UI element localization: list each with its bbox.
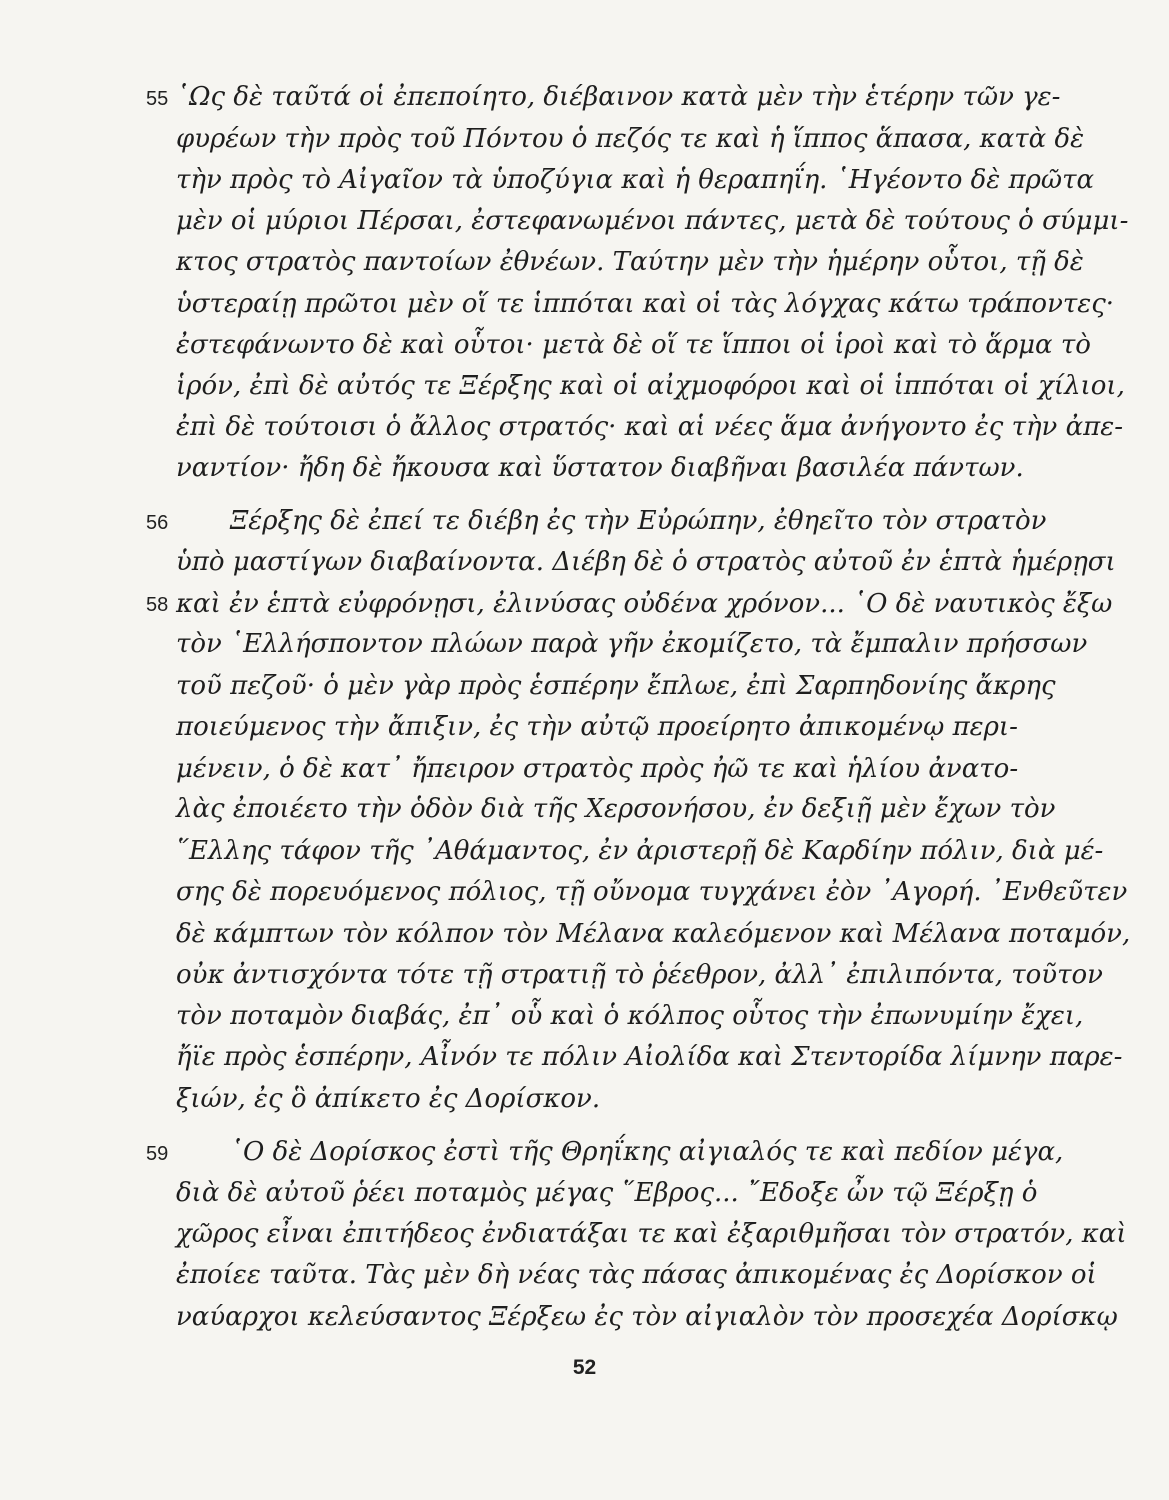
text-line: τοῦ πεζοῦ· ὁ μὲν γὰρ πρὸς ἑσπέρην ἔπλωε, ἐπὶ Σαρπηδονίης ἄκρης [176, 671, 1056, 702]
text-line: ἱρόν, ἐπὶ δὲ αὐτός τε Ξέρξης καὶ οἱ αἰχμοφόροι καὶ οἱ ἱππόται οἱ χίλιοι, [176, 371, 1125, 402]
text-line: ῞Ελλης τάφον τῆς ᾿Αθάμαντος, ἐν ἀριστερῇ δὲ Καρδίην πόλιν, διὰ μέ- [176, 836, 1104, 867]
text-line: ὑπὸ μαστίγων διαβαίνοντα. Διέβη δὲ ὁ στρατὸς αὐτοῦ ἐν ἑπτὰ ἡμέρῃσι [176, 546, 1116, 577]
text-line: ἤϊε πρὸς ἑσπέρην, Αἶνόν τε πόλιν Αἰολίδα καὶ Στεντορίδα λίμνην παρε- [176, 1042, 1123, 1073]
text-line: ξιών, ἐς ὃ ἀπίκετο ἐς Δορίσκον. [176, 1083, 601, 1114]
text-line: καὶ ἐν ἑπτὰ εὐφρόνῃσι, ἐλινύσας οὐδένα χρόνον... ῾Ο δὲ ναυτικὸς ἔξω [176, 588, 1113, 619]
text-line: ἐστεφάνωντο δὲ καὶ οὗτοι· μετὰ δὲ οἵ τε ἵπποι οἱ ἱροὶ καὶ τὸ ἅρμα τὸ [176, 329, 1091, 360]
text-line: ναντίον· ἤδη δὲ ἤκουσα καὶ ὕστατον διαβῆναι βασιλέα πάντων. [176, 452, 1024, 483]
text-line: τὸν ποταμὸν διαβάς, ἐπ᾿ οὗ καὶ ὁ κόλπος οὗτος τὴν ἐπωνυμίην ἔχει, [176, 1001, 1084, 1032]
text-line: λὰς ἐποιέετο τὴν ὁδὸν διὰ τῆς Χερσονήσου, ἐν δεξιῇ μὲν ἔχων τὸν [176, 794, 1056, 825]
text-line: ναύαρχοι κελεύσαντος Ξέρξεω ἐς τὸν αἰγιαλὸν τὸν προσεχέα Δορίσκῳ [176, 1302, 1118, 1332]
page-number: 52 [572, 1356, 597, 1379]
text-line: τὴν πρὸς τὸ Αἰγαῖον τὰ ὑποζύγια καὶ ἡ θεραπηΐη. ῾Ηγέοντο δὲ πρῶτα [176, 164, 1095, 195]
text-line: ῾Ο δὲ Δορίσκος ἐστὶ τῆς Θρηΐκης αἰγιαλός τε καὶ πεδίον μέγα, [230, 1136, 1064, 1167]
text-line: οὐκ ἀντισχόντα τότε τῇ στρατιῇ τὸ ῥέεθρον, ἀλλ᾿ ἐπιλιπόντα, τοῦτον [176, 959, 1103, 990]
section-number: 58 [146, 594, 169, 617]
text-line: ποιεύμενος τὴν ἄπιξιν, ἐς τὴν αὐτῷ προείρητο ἀπικομένῳ περι- [176, 711, 1018, 742]
text-line: τὸν ῾Ελλήσποντον πλώων παρὰ γῆν ἐκομίζετο, τὰ ἔμπαλιν πρήσσων [176, 629, 1088, 660]
text-line: μένειν, ὁ δὲ κατ᾿ ἤπειρον στρατὸς πρὸς ἠῶ τε καὶ ἡλίου ἀνατο- [176, 753, 1019, 784]
text-line: ἐποίεε ταῦτα. Τὰς μὲν δὴ νέας τὰς πάσας ἀπικομένας ἐς Δορίσκον οἱ [176, 1260, 1097, 1291]
text-line: σης δὲ πορευόμενος πόλιος, τῇ οὔνομα τυγχάνει ἐὸν ᾿Αγορή. ᾿Ενθεῦτεν [176, 876, 1128, 907]
text-line: ῾Ως δὲ ταῦτά οἱ ἐπεποίητο, διέβαινον κατὰ μὲν τὴν ἑτέρην τῶν γε- [176, 82, 1061, 112]
section-number: 56 [146, 511, 169, 534]
text-line: μὲν οἱ μύριοι Πέρσαι, ἐστεφανωμένοι πάντες, μετὰ δὲ τούτους ὁ σύμμι- [176, 206, 1129, 237]
text-line: ὑστεραίῃ πρῶτοι μὲν οἵ τε ἱππόται καὶ οἱ τὰς λόγχας κάτω τράποντες· [176, 288, 1115, 319]
text-line: Ξέρξης δὲ ἐπεί τε διέβη ἐς τὴν Εὐρώπην, ἐθηεῖτο τὸν στρατὸν [230, 506, 1047, 537]
text-line: φυρέων τὴν πρὸς τοῦ Πόντου ὁ πεζός τε καὶ ἡ ἵππος ἅπασα, κατὰ δὲ [176, 123, 1085, 154]
section-number: 55 [146, 87, 169, 110]
text-line: δὲ κάμπτων τὸν κόλπον τὸν Μέλανα καλεόμενον καὶ Μέλανα ποταμόν, [176, 918, 1131, 949]
section-number: 59 [146, 1142, 169, 1165]
text-line: ἐπὶ δὲ τούτοισι ὁ ἄλλος στρατός· καὶ αἱ νέες ἅμα ἀνήγοντο ἐς τὴν ἀπε- [176, 412, 1123, 443]
text-line: κτος στρατὸς παντοίων ἐθνέων. Ταύτην μὲν τὴν ἡμέρην οὗτοι, τῇ δὲ [176, 247, 1084, 278]
text-line: διὰ δὲ αὐτοῦ ῥέει ποταμὸς μέγας ῞Εβρος... ῎Εδοξε ὦν τῷ Ξέρξῃ ὁ [176, 1177, 1038, 1208]
text-line: χῶρος εἶναι ἐπιτήδεος ἐνδιατάξαι τε καὶ ἐξαριθμῆσαι τὸν στρατόν, καὶ [176, 1219, 1127, 1250]
